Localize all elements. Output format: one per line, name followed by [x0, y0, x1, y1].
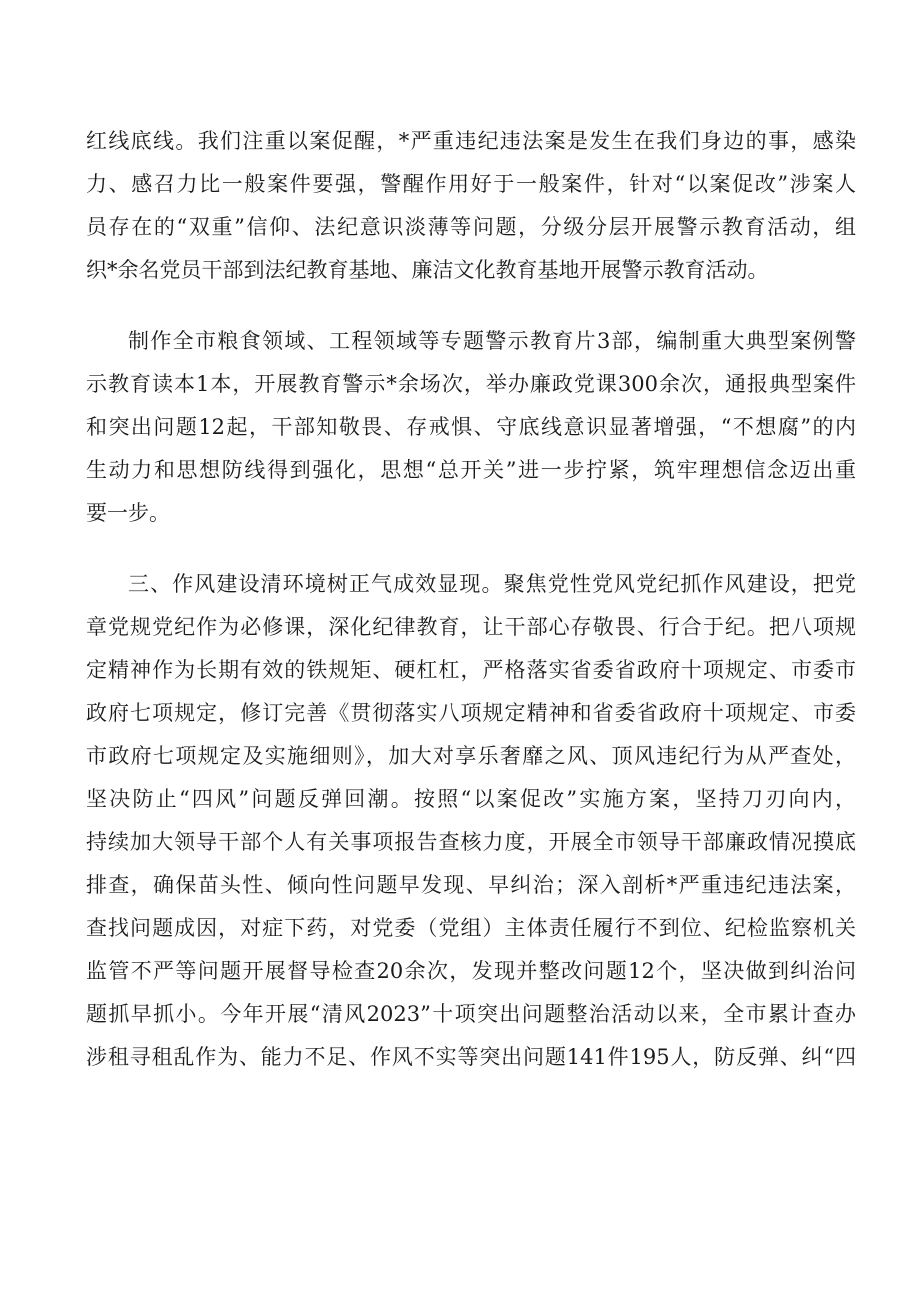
- text-line: 织*余名党员干部到法纪教育基地、廉洁文化教育基地开展警示教育活动。: [86, 258, 769, 282]
- text-line: 监管不严等问题开展督导检查20余次，发现并整改问题12个，坚决做到纠治问: [86, 959, 856, 983]
- text-line: 生动力和思想防线得到强化，思想“总开关”进一步拧紧，筑牢理想信念迈出重: [86, 458, 856, 482]
- text-line: 政府七项规定，修订完善《贯彻落实八项规定精神和省委省政府十项规定、市委: [86, 701, 856, 725]
- text-line: 员存在的“双重”信仰、法纪意识淡薄等问题，分级分层开展警示教育活动，组: [86, 215, 856, 239]
- text-line: 和突出问题12起，干部知敬畏、存戒惧、守底线意识显著增强，“不想腐”的内: [86, 415, 856, 439]
- text-line: 市政府七项规定及实施细则》，加大对享乐奢靡之风、顶风违纪行为从严查处，: [86, 744, 856, 768]
- text-line: 红线底线。我们注重以案促醒，*严重违纪违法案是发生在我们身边的事，感染: [86, 129, 856, 153]
- text-line: 力、感召力比一般案件要强，警醒作用好于一般案件，针对“以案促改”涉案人: [86, 172, 856, 196]
- text-line: 章党规党纪作为必修课，深化纪律教育，让干部心存敬畏、行合于纪。把八项规: [86, 615, 856, 639]
- paragraph-first-line: 三、作风建设清环境树正气成效显现。聚焦党性党风党纪抓作风建设，把党: [128, 572, 856, 596]
- text-line: 要一步。: [86, 501, 170, 525]
- text-line: 查找问题成因，对症下药，对党委（党组）主体责任履行不到位、纪检监察机关: [86, 916, 856, 940]
- paragraph-first-line: 制作全市粮食领域、工程领域等专题警示教育片3部，编制重大典型案例警: [128, 329, 856, 353]
- text-line: 定精神作为长期有效的铁规矩、硬杠杠，严格落实省委省政府十项规定、市委市: [86, 658, 856, 682]
- text-line: 排查，确保苗头性、倾向性问题早发现、早纠治；深入剖析*严重违纪违法案，: [86, 873, 856, 897]
- text-line: 涉租寻租乱作为、能力不足、作风不实等突出问题141件195人，防反弹、纠“四: [86, 1045, 856, 1069]
- text-line: 示教育读本1本，开展教育警示*余场次，举办廉政党课300余次，通报典型案件: [86, 372, 856, 396]
- text-line: 题抓早抓小。今年开展“清风2023”十项突出问题整治活动以来，全市累计查办: [86, 1002, 856, 1026]
- text-line: 持续加大领导干部个人有关事项报告查核力度，开展全市领导干部廉政情况摸底: [86, 830, 856, 854]
- text-line: 坚决防止“四风”问题反弹回潮。按照“以案促改”实施方案，坚持刀刃向内，: [86, 787, 856, 811]
